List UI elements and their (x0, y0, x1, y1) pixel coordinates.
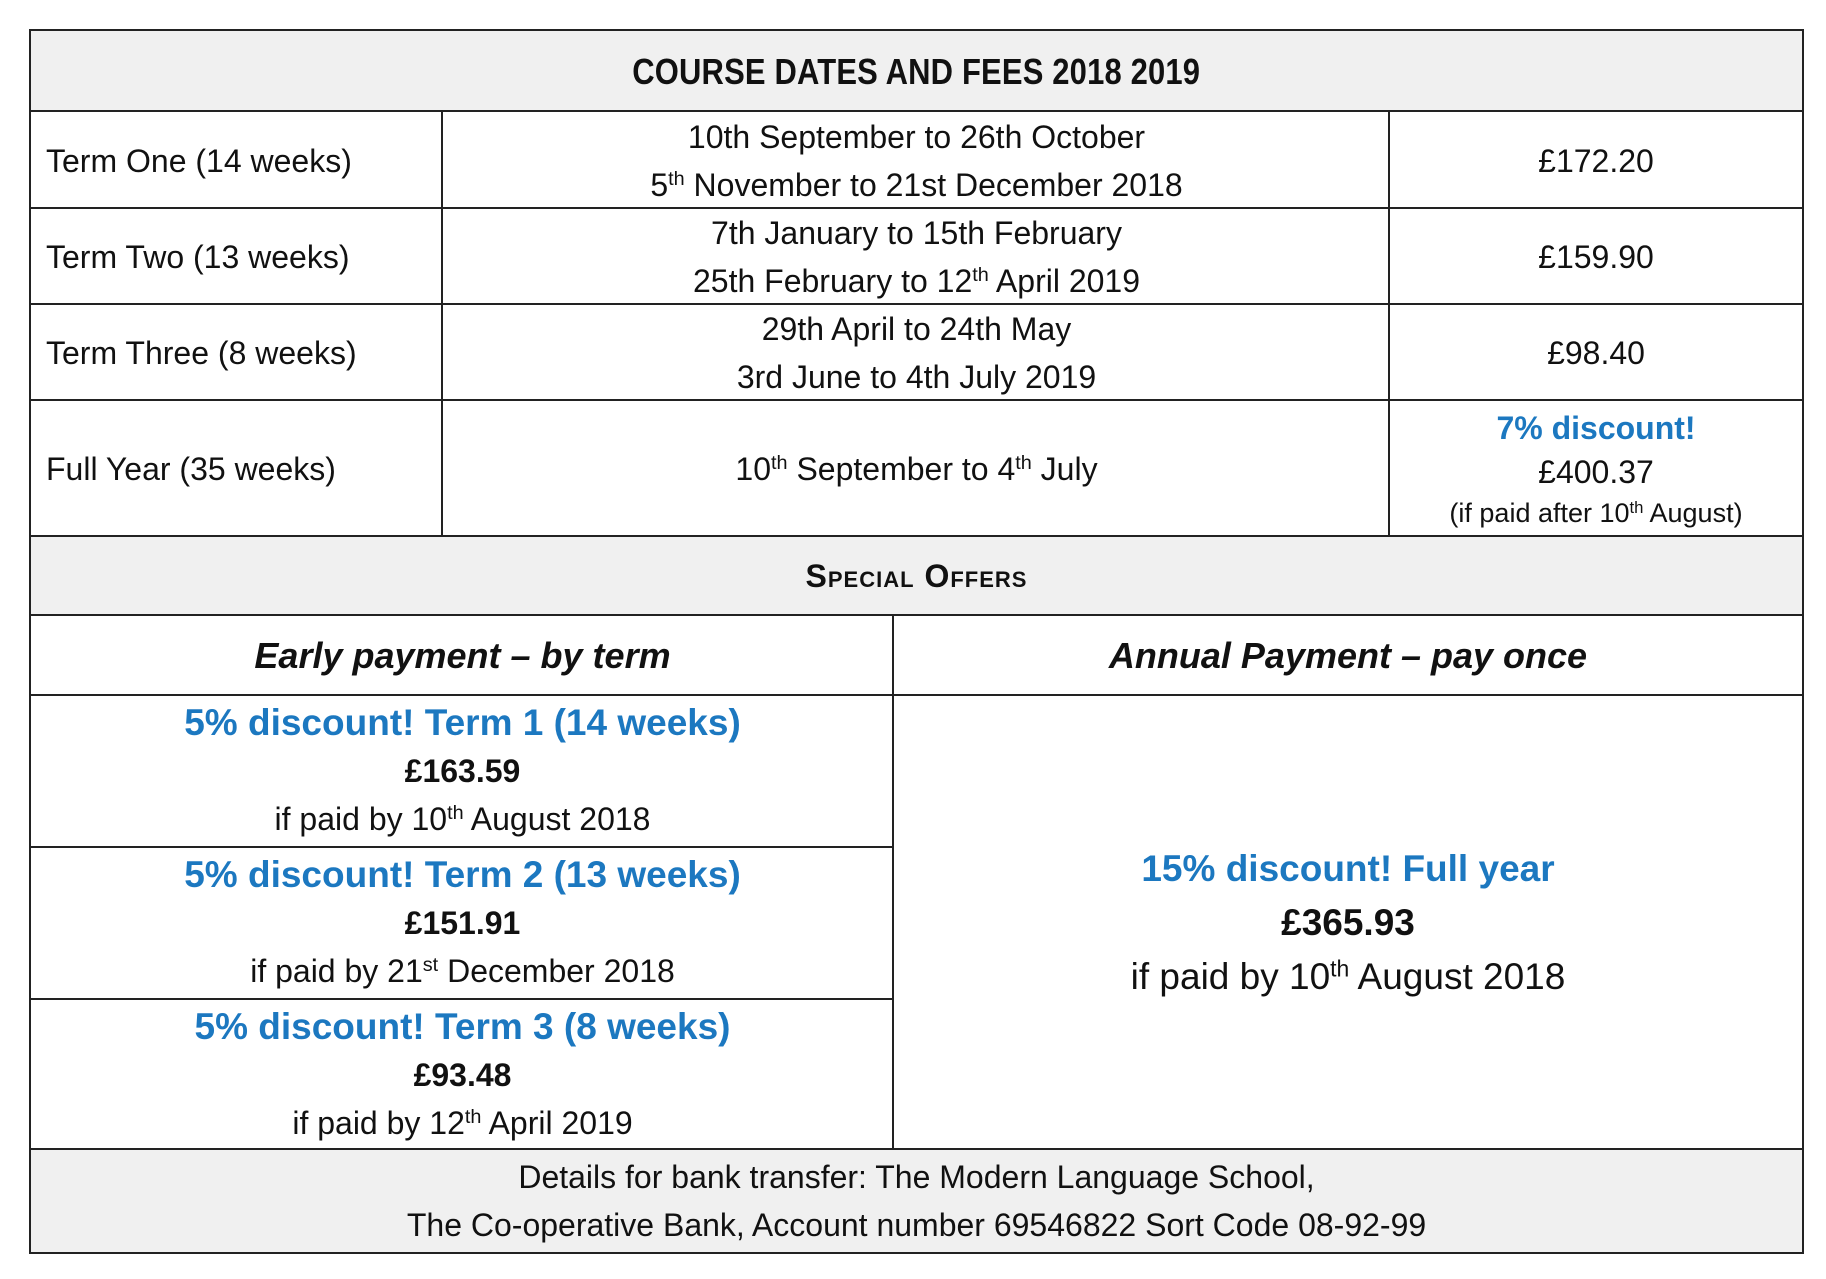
early-offer-discount: 5% discount! Term 3 (8 weeks) (194, 1006, 731, 1047)
early-offer-price: £151.91 (404, 905, 521, 941)
early-offer-term-2 (31, 848, 894, 998)
offer-headers-row (31, 616, 1802, 696)
early-offer-price: £93.48 (413, 1057, 512, 1093)
term-fee: £172.20 (1538, 142, 1654, 179)
term-row-1 (31, 112, 1802, 209)
title-row (31, 31, 1802, 112)
early-payment-header: Early payment – by term (254, 635, 671, 676)
full-year-dates: 10th September to 4th July (735, 451, 1098, 487)
term-fee: £98.40 (1547, 335, 1645, 371)
term-dates-line2: 3rd June to 4th July 2019 (736, 359, 1097, 395)
term-fee: £159.90 (1538, 239, 1654, 275)
term-dates-line1: 29th April to 24th May (761, 311, 1072, 347)
term-row-2 (31, 209, 1802, 305)
special-offers-heading: Special Offers (805, 558, 1028, 594)
annual-offer (894, 696, 1802, 1150)
term-name: Term Two (13 weeks) (46, 239, 350, 275)
early-offer-term-3 (31, 1000, 894, 1150)
early-offer-discount: 5% discount! Term 2 (13 weeks) (184, 854, 741, 895)
early-offer-discount: 5% discount! Term 1 (14 weeks) (184, 702, 741, 743)
term-name: Term One (14 weeks) (46, 142, 352, 179)
special-offers-row (31, 537, 1802, 616)
full-year-fee: £400.37 (1538, 454, 1654, 490)
early-offer-condition: if paid by 12th April 2019 (292, 1105, 633, 1141)
annual-offer-discount: 15% discount! Full year (1141, 848, 1555, 889)
early-offer-term-1 (31, 696, 894, 846)
bank-details-row (31, 1150, 1802, 1252)
early-offer-price: £163.59 (404, 753, 521, 789)
early-offer-condition: if paid by 10th August 2018 (274, 801, 651, 837)
full-year-name: Full Year (35 weeks) (46, 451, 336, 487)
full-year-note: (if paid after 10th August) (1449, 497, 1743, 528)
annual-offer-condition: if paid by 10th August 2018 (1130, 955, 1566, 997)
fees-table (29, 29, 1804, 1254)
full-year-row (31, 401, 1802, 537)
early-offer-condition: if paid by 21st December 2018 (250, 953, 675, 989)
full-year-discount: 7% discount! (1496, 410, 1696, 446)
term-dates-line2: 5th November to 21st December 2018 (650, 166, 1183, 203)
term-row-3 (31, 305, 1802, 401)
term-name: Term Three (8 weeks) (46, 335, 357, 371)
annual-payment-header: Annual Payment – pay once (1108, 635, 1588, 676)
annual-offer-price: £365.93 (1281, 902, 1415, 943)
term-dates-line2: 25th February to 12th April 2019 (692, 263, 1141, 299)
bank-details-line1: Details for bank transfer: The Modern Language School, (518, 1159, 1315, 1195)
term-dates-line1: 7th January to 15th February (711, 215, 1122, 251)
bank-details-line2: The Co-operative Bank, Account number 69546822 Sort Code 08-92-99 (406, 1207, 1427, 1243)
page-title: COURSE DATES AND FEES 2018 2019 (632, 50, 1201, 92)
term-dates-line1: 10th September to 26th October (687, 118, 1146, 155)
